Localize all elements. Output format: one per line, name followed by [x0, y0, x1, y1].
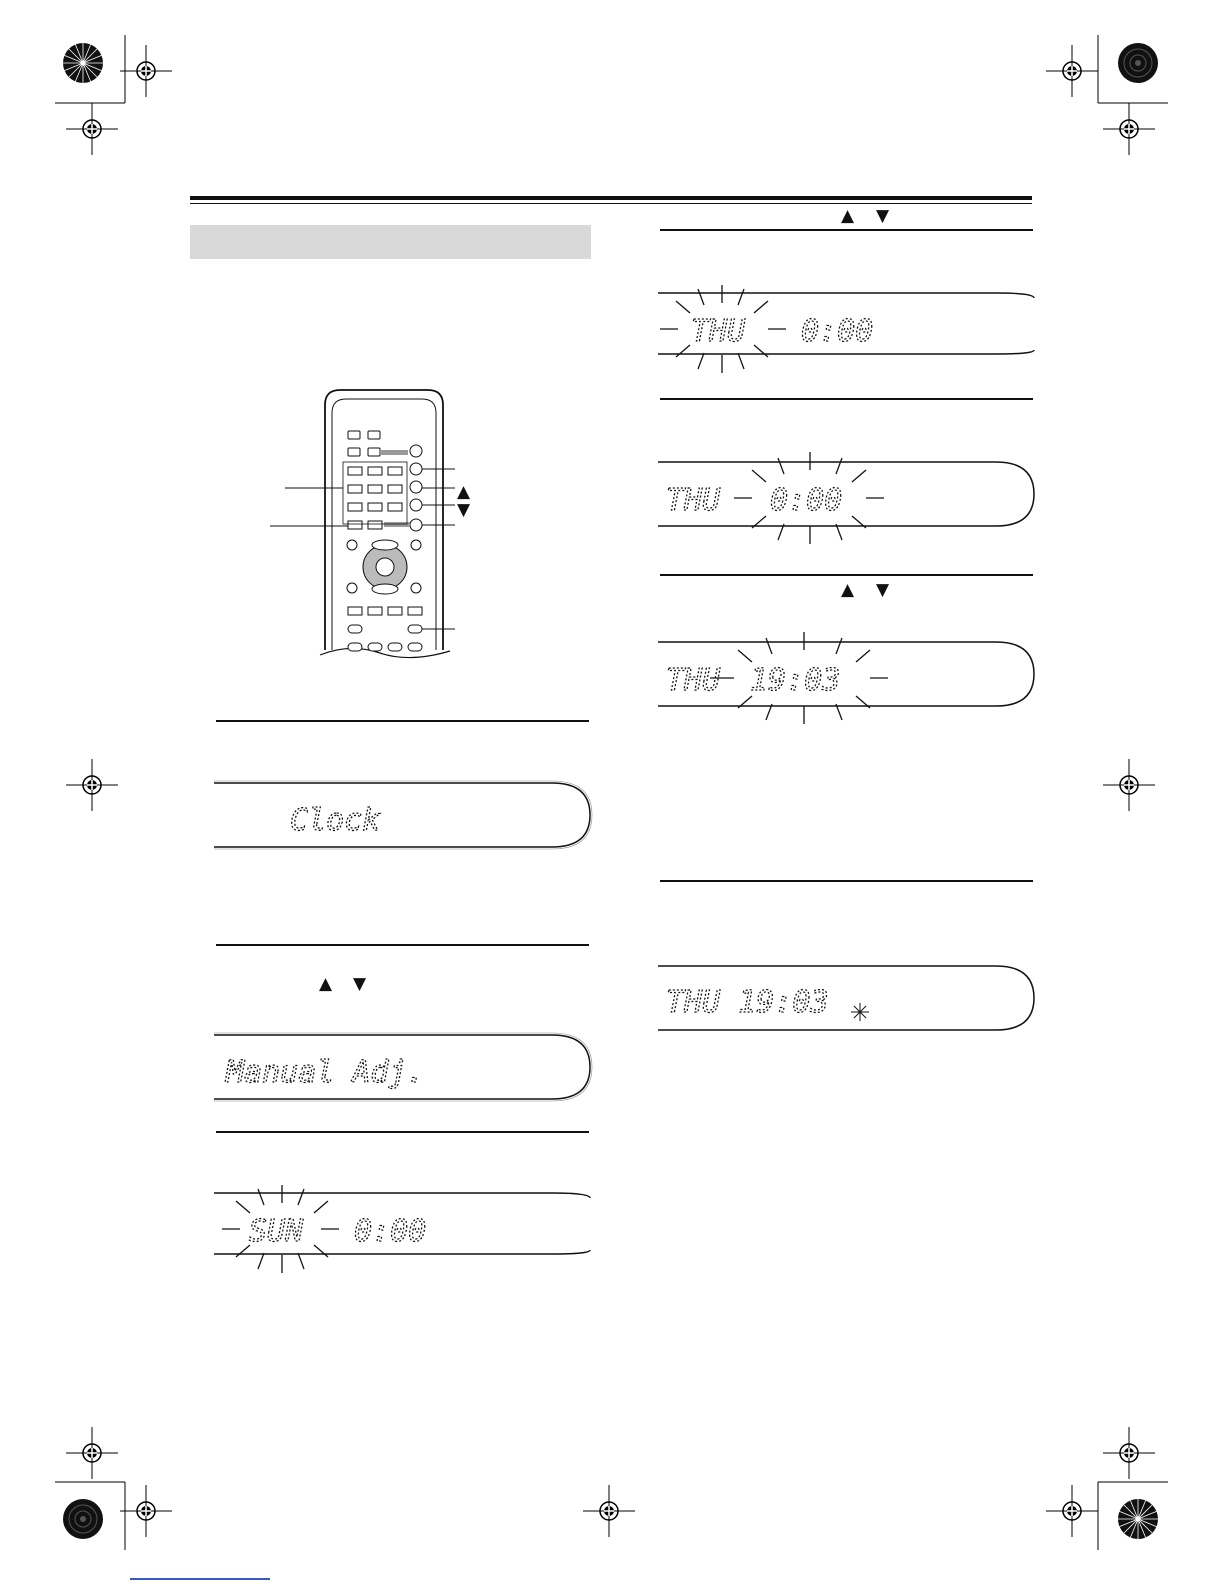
- remote-up-arrow-icon: ▲: [457, 482, 471, 502]
- step-rule: [660, 229, 1033, 231]
- lcd-text-time: 0:00: [801, 314, 874, 349]
- step-rule: [660, 574, 1033, 576]
- lcd-display-manual: [214, 1032, 592, 1102]
- lcd-text-time: 19:03: [750, 663, 841, 698]
- printer-starburst-icon: [60, 40, 106, 86]
- remote-control-illustration: [270, 385, 470, 680]
- footer-link-underline[interactable]: [130, 1578, 270, 1580]
- header-rule-thin: [190, 203, 1032, 204]
- step-rule: [216, 720, 589, 722]
- down-arrow-icon: ▼: [876, 206, 890, 226]
- printer-starburst-icon: [1115, 40, 1161, 86]
- step-rule: [216, 944, 589, 946]
- down-arrow-icon: ▼: [876, 580, 890, 600]
- lcd-text-day: SUN: [249, 1214, 304, 1249]
- lcd-text-final: THU 19:03: [666, 985, 829, 1020]
- lcd-text-clock: Clock: [290, 803, 381, 838]
- lcd-text-manual: Manual Adj.: [226, 1055, 425, 1090]
- lcd-text-time: 0:00: [770, 483, 843, 518]
- lcd-display-thu-day: [658, 285, 1036, 375]
- lcd-display-thu-hour: [658, 452, 1036, 547]
- lcd-text-time: 0:00: [354, 1214, 427, 1249]
- up-arrow-icon: ▲: [319, 974, 333, 994]
- lcd-text-day: THU: [691, 314, 746, 349]
- step-rule: [660, 880, 1033, 882]
- step-rule: [660, 398, 1033, 400]
- down-arrow-icon: ▼: [353, 974, 367, 994]
- lcd-text-day: THU: [666, 663, 721, 698]
- up-arrow-icon: ▲: [841, 580, 855, 600]
- lcd-display-clock: [214, 780, 592, 850]
- lcd-text-day: THU: [666, 483, 721, 518]
- printer-starburst-icon: [1115, 1496, 1161, 1542]
- lcd-display-final: [658, 962, 1036, 1037]
- printer-starburst-icon: [60, 1496, 106, 1542]
- section-title-bar: [190, 225, 591, 259]
- up-arrow-icon: ▲: [841, 206, 855, 226]
- header-rule: [190, 196, 1032, 200]
- colon-blink-icon: [851, 1003, 869, 1021]
- lcd-display-sun: [214, 1185, 592, 1275]
- remote-down-arrow-icon: ▼: [457, 500, 471, 520]
- step-rule: [216, 1131, 589, 1133]
- lcd-display-thu-minutes: [658, 632, 1036, 727]
